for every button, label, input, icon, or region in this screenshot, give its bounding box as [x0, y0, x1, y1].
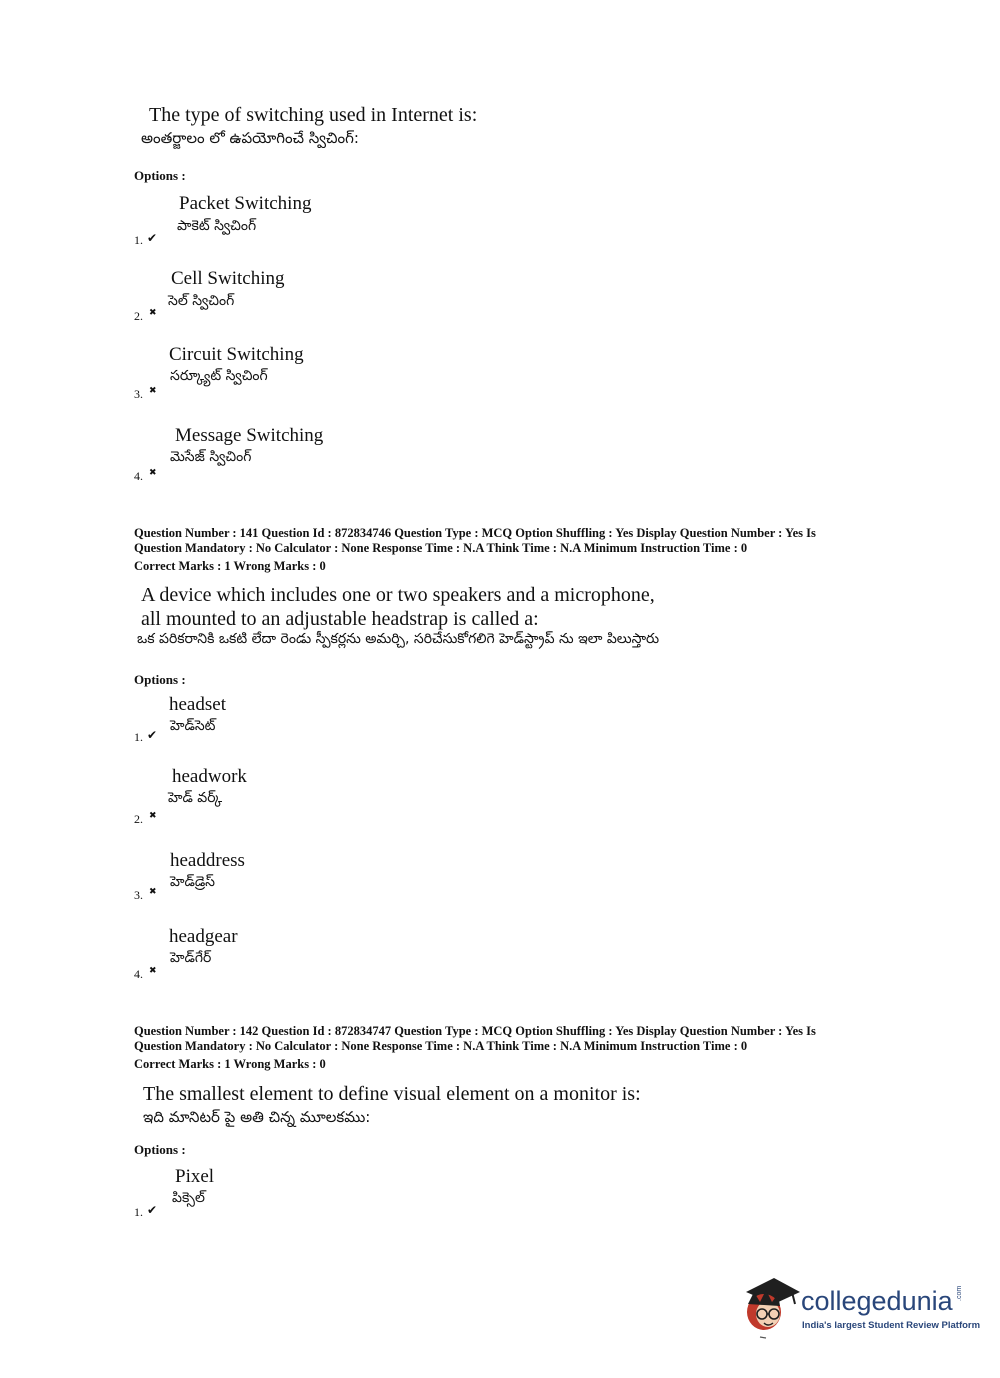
correct-check-icon: ✔ [147, 231, 158, 245]
question-142-marks: Correct Marks : 1 Wrong Marks : 0 [134, 1057, 326, 1071]
option-en: Circuit Switching [169, 344, 304, 365]
option-te: పాకెట్ స్విచింగ్ [177, 218, 257, 234]
option-number: 1. [134, 233, 143, 247]
question-141-text-en-2: all mounted to an adjustable headstrap is called a: [141, 608, 539, 630]
option-number: 1. [134, 1205, 143, 1219]
option-number: 2. [134, 309, 143, 323]
correct-check-icon: ✔ [147, 728, 158, 742]
question-141-text-te: ఒక పరికరానికి ఒకటి లేదా రెండు స్పీకర్లను అమర్చి, సరిచేసుకోగలిగె హెడ్‌స్ట్రాప్ ను ఇలా పిలుస్తారు [137, 631, 660, 647]
question-140-text-te: అంతర్జాలం లో ఉపయోగించే స్విచింగ్: [141, 129, 359, 147]
mascot-icon [740, 1274, 802, 1340]
question-141-meta-line1: Question Number : 141 Question Id : 872834746 Question Type : MCQ Option Shuffling : Yes Display Question Number : Yes Is [134, 526, 816, 540]
wrong-cross-icon: ✖ [149, 308, 157, 318]
question-140-text-en: The type of switching used in Internet is: [149, 104, 478, 126]
question-142-text-en: The smallest element to define visual element on a monitor is: [143, 1083, 641, 1105]
option-te: మెసేజ్ స్విచింగ్ [170, 449, 252, 465]
option-number: 3. [134, 888, 143, 902]
option-number: 1. [134, 730, 143, 744]
correct-check-icon: ✔ [147, 1203, 158, 1217]
option-en: headgear [169, 926, 238, 947]
option-te: హెడ్‌సెట్ [170, 718, 216, 734]
option-en: headwork [172, 766, 247, 787]
options-label: Options : [134, 168, 186, 183]
option-te: సెల్ స్విచింగ్ [168, 293, 235, 309]
options-label: Options : [134, 672, 186, 687]
option-en: Pixel [175, 1166, 215, 1187]
option-en: headset [169, 694, 226, 715]
option-en: headdress [170, 850, 245, 871]
option-number: 3. [134, 387, 143, 401]
question-141-meta-line2: Question Mandatory : No Calculator : None Response Time : N.A Think Time : N.A Minimum Instruction Time : 0 [134, 541, 748, 555]
wrong-cross-icon: ✖ [149, 966, 157, 976]
option-te: సర్క్యూట్ స్విచింగ్ [170, 368, 268, 384]
question-142-text-te: ఇది మానిటర్ పై అతి చిన్న మూలకము: [143, 1108, 371, 1126]
option-number: 2. [134, 812, 143, 826]
brand-suffix: .com [956, 1285, 963, 1301]
question-142-meta-line1: Question Number : 142 Question Id : 872834747 Question Type : MCQ Option Shuffling : Yes Display Question Number : Yes Is [134, 1024, 816, 1038]
wrong-cross-icon: ✖ [149, 811, 157, 821]
question-141-text-en-1: A device which includes one or two speakers and a microphone, [141, 584, 655, 606]
options-label: Options : [134, 1142, 186, 1157]
option-te: హెడ్‌గేర్ [170, 950, 212, 966]
brand-name: collegedunia [801, 1286, 953, 1316]
option-te: పిక్సెల్ [172, 1190, 205, 1206]
collegedunia-logo [740, 1270, 981, 1340]
option-te: హెడ్‌డ్రెస్ [170, 874, 216, 890]
wrong-cross-icon: ✖ [149, 386, 157, 396]
option-number: 4. [134, 967, 143, 981]
option-en: Packet Switching [179, 193, 312, 214]
option-en: Cell Switching [171, 268, 285, 289]
wrong-cross-icon: ✖ [149, 887, 157, 897]
option-number: 4. [134, 469, 143, 483]
wrong-cross-icon: ✖ [149, 468, 157, 478]
brand-tagline: India's largest Student Review Platform [802, 1320, 981, 1331]
question-142-meta-line2: Question Mandatory : No Calculator : None Response Time : N.A Think Time : N.A Minimum Instruction Time : 0 [134, 1039, 748, 1053]
option-te: హెడ్ వర్క్ [168, 790, 223, 806]
option-en: Message Switching [175, 425, 324, 446]
question-141-marks: Correct Marks : 1 Wrong Marks : 0 [134, 559, 326, 573]
